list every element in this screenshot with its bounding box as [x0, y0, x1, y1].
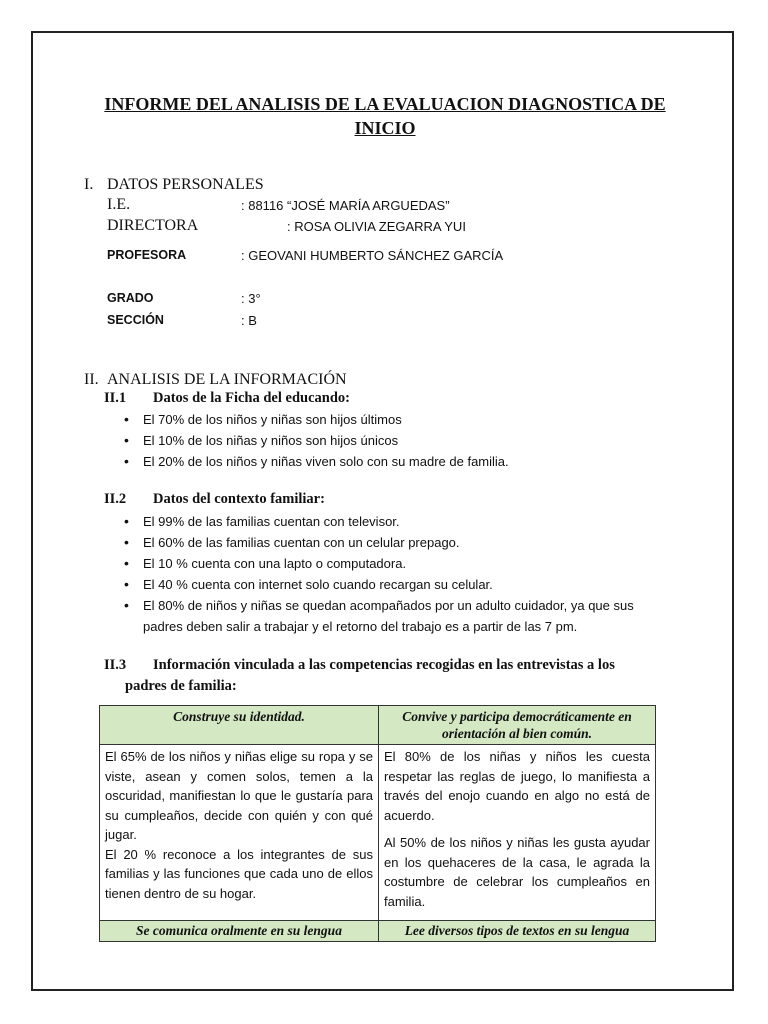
section-1-title: DATOS PERSONALES — [107, 176, 264, 193]
subsection-2-1-number: II.1 — [104, 390, 127, 406]
table-header-cell: Convive y participa democráticamente en orientación al bien común. — [379, 706, 656, 745]
field-label-directora: DIRECTORA — [107, 217, 199, 234]
field-label-ie: I.E. — [107, 196, 131, 213]
table-row — [100, 745, 656, 921]
subsection-2-2-title: Datos del contexto familiar: — [153, 491, 325, 507]
table-footer-row — [100, 921, 656, 942]
list-item: • El 99% de las familias cuentan con televisor. — [124, 511, 669, 532]
table-footer-cell: Se comunica oralmente en su lengua — [100, 921, 379, 942]
list-item: • El 70% de los niños y niñas son hijos últimos — [124, 409, 509, 430]
field-value-ie: : 88116 “JOSÉ MARÍA ARGUEDAS” — [241, 198, 450, 213]
list-item: • El 10 % cuenta con una lapto o computadora. — [124, 553, 669, 574]
subsection-2-3-number: II.3 — [104, 657, 127, 673]
field-value-grado: : 3° — [241, 291, 261, 306]
contexto-familiar-list — [124, 511, 669, 637]
list-item: • El 20% de los niños y niñas viven solo con su madre de familia. — [124, 451, 509, 472]
field-label-profesora: PROFESORA — [107, 248, 187, 262]
subsection-2-2-number: II.2 — [104, 491, 127, 507]
section-2-title: ANALISIS DE LA INFORMACIÓN — [107, 371, 347, 388]
section-2-number: II. — [84, 371, 99, 388]
competencias-table — [99, 705, 656, 942]
cell-paragraph: El 80% de los niñas y niños les cuesta respetar las reglas de juego, lo manifiesta a través del enojo cuando en algo no está de acuerdo. — [384, 749, 650, 823]
table-header-cell: Construye su identidad. — [100, 706, 379, 745]
document-title: INFORME DEL ANALISIS DE LA EVALUACION DIAGNOSTICA DE INICIO — [104, 94, 666, 138]
field-label-seccion: SECCIÓN — [107, 313, 164, 327]
cell-paragraph: El 65% de los niños y niñas elige su ropa y se viste, asean y comen solos, temen a la oscuridad, manifiestan lo que le gustaría para su cumpleaños, decide con quién y con qué jugar. — [105, 749, 373, 842]
ficha-educando-list — [124, 409, 509, 472]
table-cell — [100, 745, 379, 921]
list-item: • El 40 % cuenta con internet solo cuando recargan su celular. — [124, 574, 669, 595]
section-1-number: I. — [84, 176, 94, 193]
list-item: • El 60% de las familias cuentan con un celular prepago. — [124, 532, 669, 553]
field-value-seccion: : B — [241, 313, 257, 328]
table-footer-cell: Lee diversos tipos de textos en su lengua — [379, 921, 656, 942]
subsection-2-1-title: Datos de la Ficha del educando: — [153, 390, 350, 406]
cell-paragraph: Al 50% de los niños y niñas les gusta ayudar en los quehaceres de la casa, le agrada la costumbre de celebrar los cumpleaños en familia. — [384, 835, 650, 909]
subsection-2-3-title: Información vinculada a las competencias recogidas en las entrevistas a los — [153, 657, 615, 673]
list-item: • El 80% de niños y niñas se quedan acompañados por un adulto cuidador, ya que sus padres deben salir a trabajar y el retorno del trabajo es a partir de las 7 pm. — [124, 595, 669, 637]
field-value-profesora: : GEOVANI HUMBERTO SÁNCHEZ GARCÍA — [241, 248, 504, 263]
field-value-directora: : ROSA OLIVIA ZEGARRA YUI — [287, 219, 466, 234]
subsection-2-3-title-cont: padres de familia: — [125, 678, 237, 694]
field-label-grado: GRADO — [107, 291, 154, 305]
list-item: • El 10% de los niñas y niños son hijos únicos — [124, 430, 509, 451]
cell-paragraph: El 20 % reconoce a los integrantes de sus familias y las funciones que cada uno de ellos tienen dentro de su hogar. — [105, 846, 373, 901]
table-cell — [379, 745, 656, 921]
table-header-row — [100, 706, 656, 745]
